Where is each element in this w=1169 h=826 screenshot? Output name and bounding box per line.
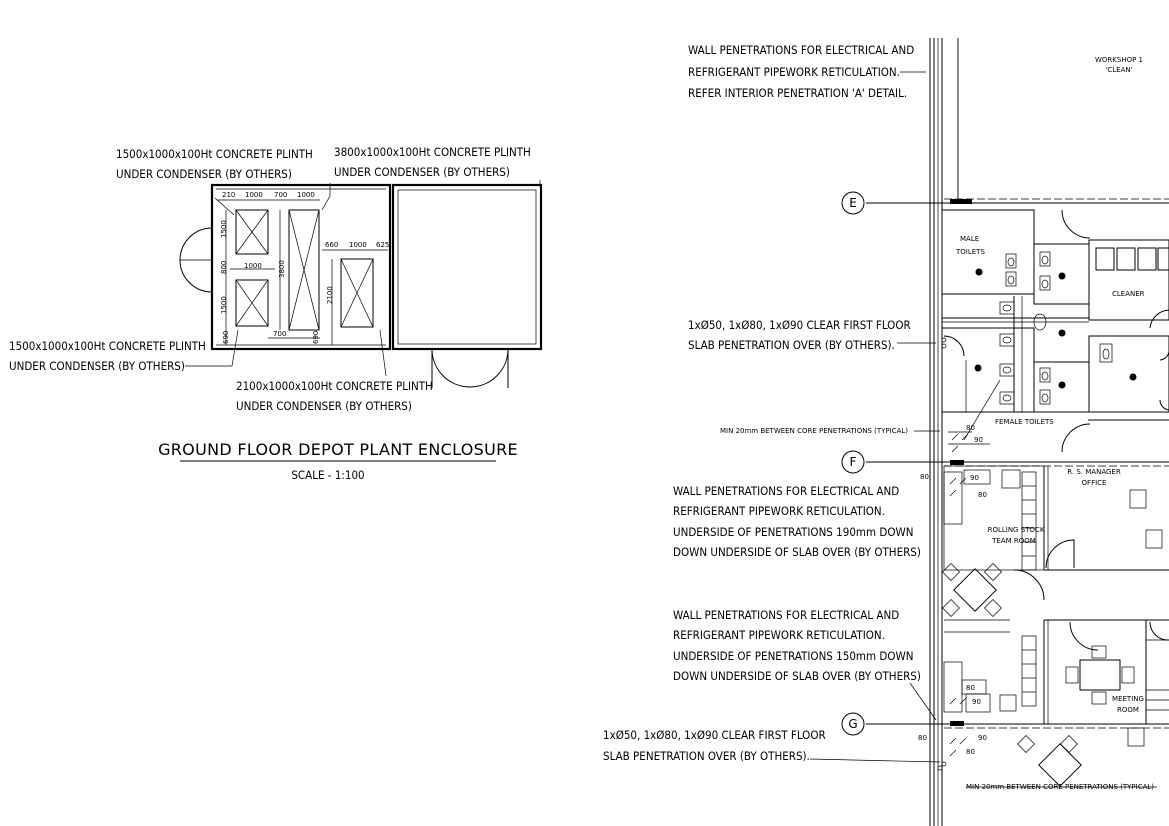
dim-80: 80 xyxy=(966,424,975,432)
note-wall-pen-190-line2: REFRIGERANT PIPEWORK RETICULATION. xyxy=(673,504,885,518)
drawing-title: GROUND FLOOR DEPOT PLANT ENCLOSURE xyxy=(158,440,518,459)
dim-1000: 1000 xyxy=(244,262,262,270)
door-swing-left-top xyxy=(180,228,212,260)
note-wall-pen-top-line2: REFRIGERANT PIPEWORK RETICULATION. xyxy=(688,65,900,79)
sanitary-fixtures xyxy=(975,248,1169,404)
note-plinth-a-line1: 1500x1000x100Ht CONCRETE PLINTH xyxy=(116,147,313,161)
note-plinth-c-line2: UNDER CONDENSER (BY OTHERS) xyxy=(9,359,185,373)
dim-690: 690 xyxy=(222,330,230,344)
note-min-gap-1: MIN 20mm BETWEEN CORE PENETRATIONS (TYPICAL) xyxy=(720,427,909,435)
gridline-e xyxy=(842,192,1169,214)
rolling-stock-team-room xyxy=(944,466,1044,570)
dim-80: 80 xyxy=(966,748,975,756)
dim-90: 90 xyxy=(972,698,981,706)
enclosure-inner-wall xyxy=(398,190,536,344)
floor-plan xyxy=(603,38,1169,826)
note-slab-pen-1-line2: SLAB PENETRATION OVER (BY OTHERS). xyxy=(688,338,895,352)
rs-manager-sublabel: OFFICE xyxy=(1081,479,1107,487)
note-slab-pen-2-line2: SLAB PENETRATION OVER (BY OTHERS). xyxy=(603,749,810,763)
note-wall-pen-150-line1: WALL PENETRATIONS FOR ELECTRICAL AND xyxy=(673,608,900,622)
dim-80: 80 xyxy=(918,734,927,742)
note-wall-pen-190-line1: WALL PENETRATIONS FOR ELECTRICAL AND xyxy=(673,484,900,498)
cleaner-label: CLEANER xyxy=(1112,290,1145,298)
note-wall-pen-150-line3: UNDERSIDE OF PENETRATIONS 150mm DOWN xyxy=(673,649,914,663)
drawing-scale: SCALE - 1:100 xyxy=(291,468,365,482)
note-plinth-b-line2: UNDER CONDENSER (BY OTHERS) xyxy=(334,165,510,179)
dim-80: 80 xyxy=(966,684,975,692)
note-plinth-a-line2: UNDER CONDENSER (BY OTHERS) xyxy=(116,167,292,181)
grid-label-f: F xyxy=(849,455,857,469)
dim-210: 210 xyxy=(222,191,236,199)
dim-1000: 1000 xyxy=(245,191,263,199)
dim-90: 90 xyxy=(970,474,979,482)
note-wall-pen-150-line4: DOWN UNDERSIDE OF SLAB OVER (BY OTHERS) xyxy=(673,669,921,683)
note-plinth-b-line1: 3800x1000x100Ht CONCRETE PLINTH xyxy=(334,145,531,159)
round-table-cluster xyxy=(943,564,1082,787)
female-toilets-label: FEMALE TOILETS xyxy=(995,418,1054,426)
dim-625: 625 xyxy=(376,241,390,249)
dim-1000: 1000 xyxy=(297,191,315,199)
door-swing-bottom-left xyxy=(432,349,470,388)
dim-90: 90 xyxy=(978,734,987,742)
grid-label-e: E xyxy=(849,196,857,210)
dim-80: 80 xyxy=(978,491,987,499)
meeting-room-sublabel: ROOM xyxy=(1117,706,1139,714)
note-wall-pen-top-line1: WALL PENETRATIONS FOR ELECTRICAL AND xyxy=(688,43,915,57)
note-wall-pen-190-line3: UNDERSIDE OF PENETRATIONS 190mm DOWN xyxy=(673,525,914,539)
door-swing-bottom-right xyxy=(470,349,508,388)
male-toilets-sublabel: TOILETS xyxy=(956,248,985,256)
dim-3800: 3800 xyxy=(278,260,286,278)
note-wall-pen-190-line4: DOWN UNDERSIDE OF SLAB OVER (BY OTHERS) xyxy=(673,545,921,559)
dim-80: 80 xyxy=(920,473,929,481)
note-min-gap-2: MIN 20mm BETWEEN CORE PENETRATIONS (TYPICAL) xyxy=(966,783,1155,791)
dim-2100: 2100 xyxy=(326,286,334,304)
rs-manager-label: R. S. MANAGER xyxy=(1067,468,1121,476)
accessible-wc xyxy=(1089,336,1169,412)
dim-1500: 1500 xyxy=(220,220,228,238)
workshop-label: WORKSHOP 1 xyxy=(1094,56,1144,64)
note-plinth-c-line1: 1500x1000x100Ht CONCRETE PLINTH xyxy=(9,339,206,353)
dim-800: 800 xyxy=(220,260,228,274)
rolling-stock-label: ROLLING STOCK xyxy=(987,526,1045,534)
male-toilets-label: MALE xyxy=(960,235,980,243)
gridline-g xyxy=(842,713,1169,735)
dim-660: 660 xyxy=(325,241,339,249)
note-plinth-d-line1: 2100x1000x100Ht CONCRETE PLINTH xyxy=(236,379,433,393)
dim-90: 90 xyxy=(974,436,983,444)
note-slab-pen-1-line1: 1xØ50, 1xØ80, 1xØ90 CLEAR FIRST FLOOR xyxy=(688,318,911,332)
penetration-dims xyxy=(918,338,990,770)
note-wall-pen-150-line2: REFRIGERANT PIPEWORK RETICULATION. xyxy=(673,628,885,642)
note-wall-pen-top-line3: REFER INTERIOR PENETRATION 'A' DETAIL. xyxy=(688,86,908,100)
door-swing-left-bottom xyxy=(180,260,212,292)
rolling-stock-sublabel: TEAM ROOM xyxy=(992,537,1036,545)
dim-690: 690 xyxy=(312,330,320,344)
dim-700: 700 xyxy=(274,191,288,199)
grid-label-g: G xyxy=(848,717,858,731)
plant-enclosure-plan xyxy=(9,145,541,482)
cleaner-room xyxy=(1089,240,1169,320)
note-slab-pen-2-line1: 1xØ50, 1xØ80, 1xØ90 CLEAR FIRST FLOOR xyxy=(603,728,826,742)
dim-1000: 1000 xyxy=(349,241,367,249)
workshop-sublabel: 'CLEAN' xyxy=(1105,66,1133,74)
enclosure-wall-right xyxy=(393,185,541,349)
dim-1500: 1500 xyxy=(220,296,228,314)
dim-700: 700 xyxy=(273,330,287,338)
note-plinth-d-line2: UNDER CONDENSER (BY OTHERS) xyxy=(236,399,412,413)
meeting-room-label: MEETING xyxy=(1112,695,1144,703)
